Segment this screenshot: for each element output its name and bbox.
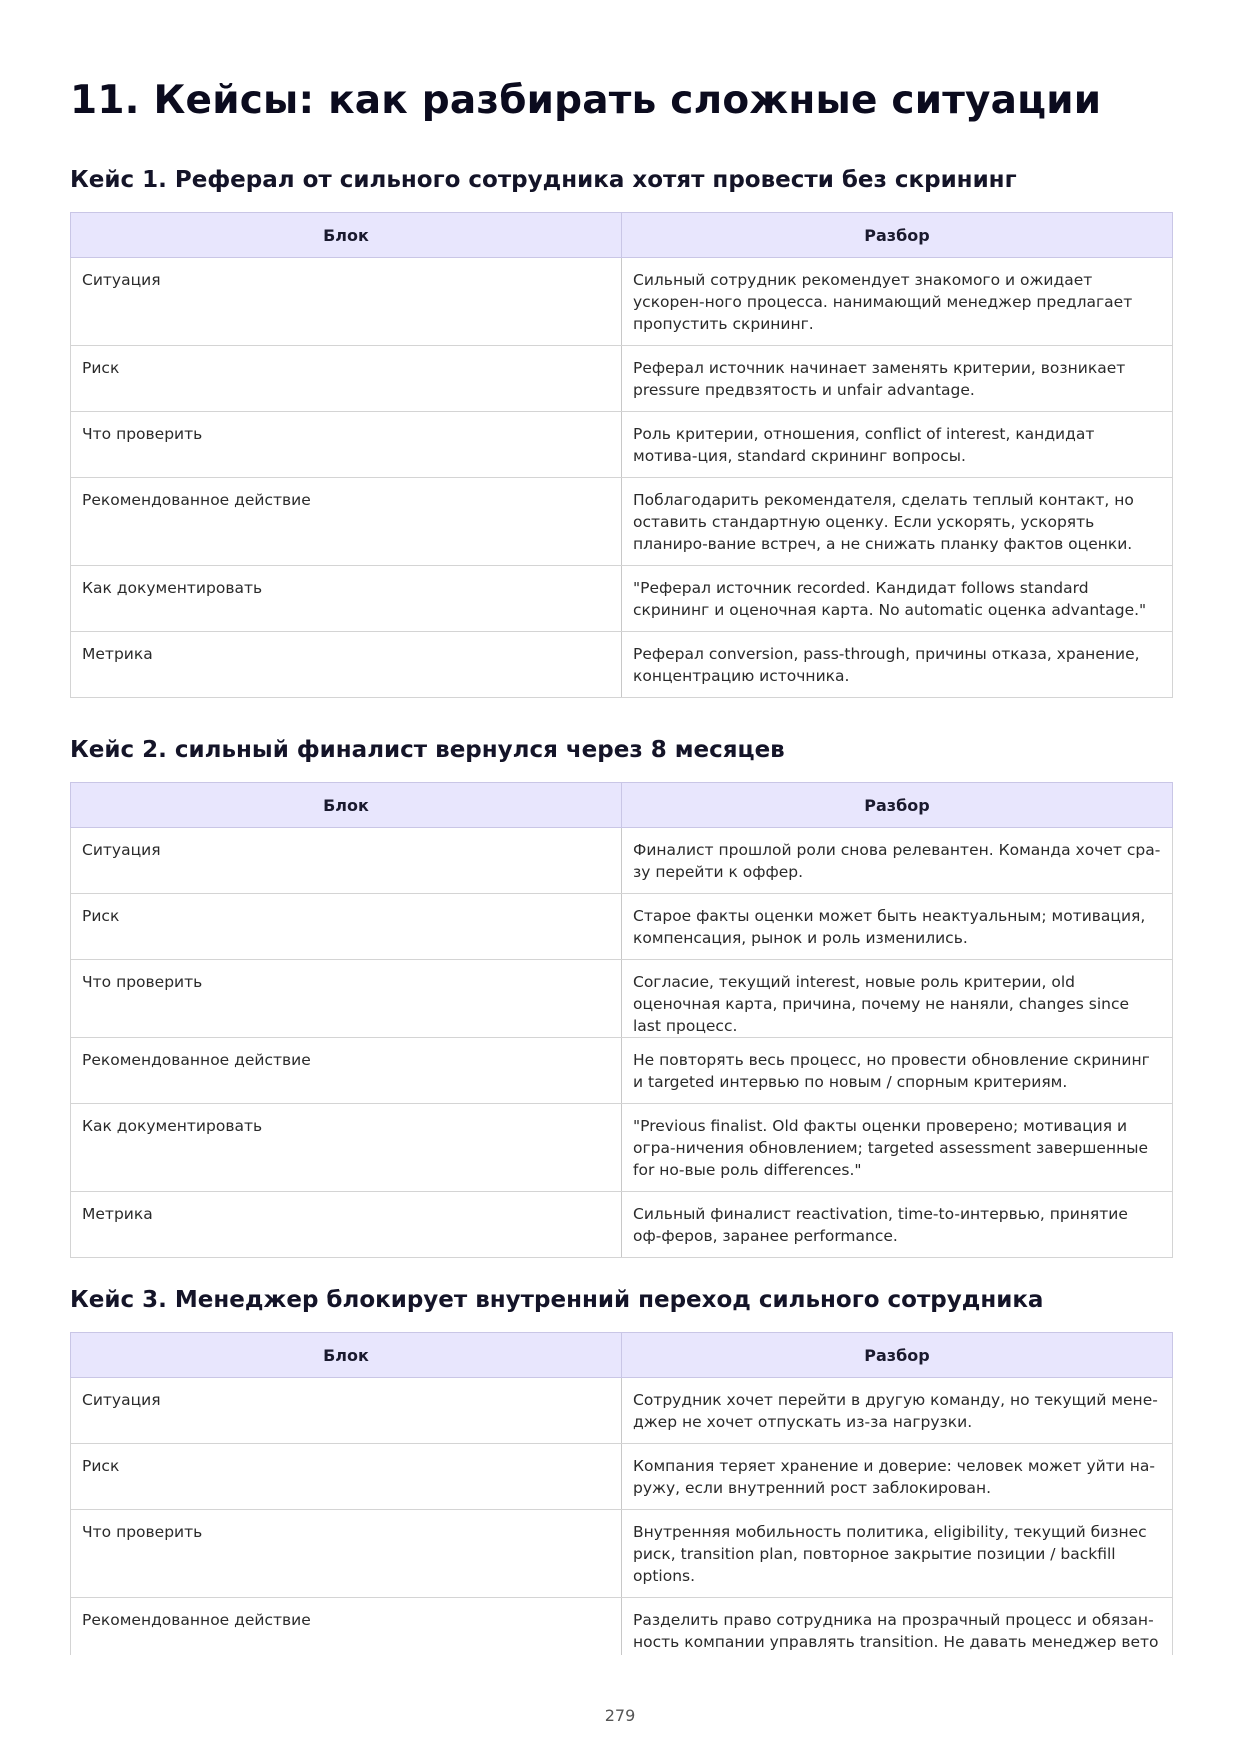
row-label: Метрика [71,1192,622,1258]
table-row [71,1378,1173,1444]
row-label: Риск [71,894,622,960]
table-row [71,632,1173,698]
case-table [70,212,1173,698]
row-text: "Реферал источник recorded. Кандидат follows standard скрининг и оценочная карта. No automatic оценка advantage." [622,566,1173,632]
row-label: Что проверить [71,1510,622,1598]
row-text: Поблагодарить рекомендателя, сделать теплый контакт, но оставить стандартную оценку. Если ускорять, ускорять планиро-вание встреч, а не снижать планку фактов оценки. [622,478,1173,566]
column-header-analysis: Разбор [622,213,1173,258]
column-header-block: Блок [71,783,622,828]
row-label: Как документировать [71,566,622,632]
case-3 [70,1280,1172,1686]
row-label: Риск [71,346,622,412]
table-row [71,1444,1173,1510]
row-label: Метрика [71,632,622,698]
row-text: Сильный сотрудник рекомендует знакомого и ожидает ускорен-ного процесса. нанимающий менеджер предлагает пропустить скрининг. [622,258,1173,346]
row-label: Рекомендованное действие [71,478,622,566]
page-bottom-margin [0,1655,1240,1754]
row-text: "Previous finalist. Old факты оценки проверено; мотивация и огра-ничения обновлением; targeted assessment завершенные for но-вые роль differences." [622,1104,1173,1192]
row-text: Реферал conversion, pass-through, причины отказа, хранение, концентрацию источника. [622,632,1173,698]
table-row [71,1510,1173,1598]
row-label: Рекомендованное действие [71,1598,622,1686]
row-label: Ситуация [71,258,622,346]
row-text: Сотрудник хочет перейти в другую команду, но текущий мене-джер не хочет отпускать из-за нагрузки. [622,1378,1173,1444]
case-table [70,782,1173,1258]
case-2 [70,730,1172,1258]
row-label: Как документировать [71,1104,622,1192]
row-text: Внутренняя мобильность политика, eligibility, текущий бизнес риск, transition plan, повторное закрытие позиции / backfill options. [622,1510,1173,1598]
table-row [71,478,1173,566]
case-title: Кейс 3. Менеджер блокирует внутренний переход сильного сотрудника [70,1287,1044,1313]
table-row [71,1038,1173,1104]
row-text: Не повторять весь процесс, но провести обновление скрининг и targeted интервью по новым / спорным критериям. [622,1038,1173,1104]
table-header-row [71,213,1173,258]
table-row [71,412,1173,478]
column-header-block: Блок [71,1333,622,1378]
case-table [70,1332,1173,1686]
row-text: Компания теряет хранение и доверие: человек может уйти на-ружу, если внутренний рост заблокирован. [622,1444,1173,1510]
page-title: 11. Кейсы: как разбирать сложные ситуации [70,78,1102,123]
row-label: Рекомендованное действие [71,1038,622,1104]
row-text: Реферал источник начинает заменять критерии, возникает pressure предвзятость и unfair advantage. [622,346,1173,412]
table-row [71,1104,1173,1192]
row-label: Что проверить [71,412,622,478]
case-title: Кейс 1. Реферал от сильного сотрудника хотят провести без скрининг [70,167,1017,193]
row-text: Финалист прошлой роли снова релевантен. Команда хочет сра-зу перейти к оффер. [622,828,1173,894]
row-text: Роль критерии, отношения, conflict of interest, кандидат мотива-ция, standard скрининг вопросы. [622,412,1173,478]
case-1 [70,160,1172,698]
row-label: Ситуация [71,828,622,894]
row-text: Сильный финалист reactivation, time-to-интервью, принятие оф-феров, заранее performance. [622,1192,1173,1258]
table-row [71,258,1173,346]
row-text: Старое факты оценки может быть неактуальным; мотивация, компенсация, рынок и роль изменились. [622,894,1173,960]
page-number: 279 [604,1706,636,1725]
row-label: Риск [71,1444,622,1510]
row-text: Разделить право сотрудника на прозрачный процесс и обязан-ность компании управлять transition. Не давать менеджер вето [622,1598,1173,1686]
table-row [71,828,1173,894]
row-label: Ситуация [71,1378,622,1444]
column-header-analysis: Разбор [622,783,1173,828]
table-row [71,960,1173,1038]
table-header-row [71,783,1173,828]
case-title: Кейс 2. сильный финалист вернулся через 8 месяцев [70,737,785,763]
column-header-analysis: Разбор [622,1333,1173,1378]
row-label: Что проверить [71,960,622,1038]
table-row [71,566,1173,632]
table-row [71,894,1173,960]
table-header-row [71,1333,1173,1378]
column-header-block: Блок [71,213,622,258]
row-text: Согласие, текущий interest, новые роль критерии, old оценочная карта, причина, почему не наняли, changes since last процесс. [622,960,1173,1038]
table-row [71,346,1173,412]
table-row [71,1192,1173,1258]
